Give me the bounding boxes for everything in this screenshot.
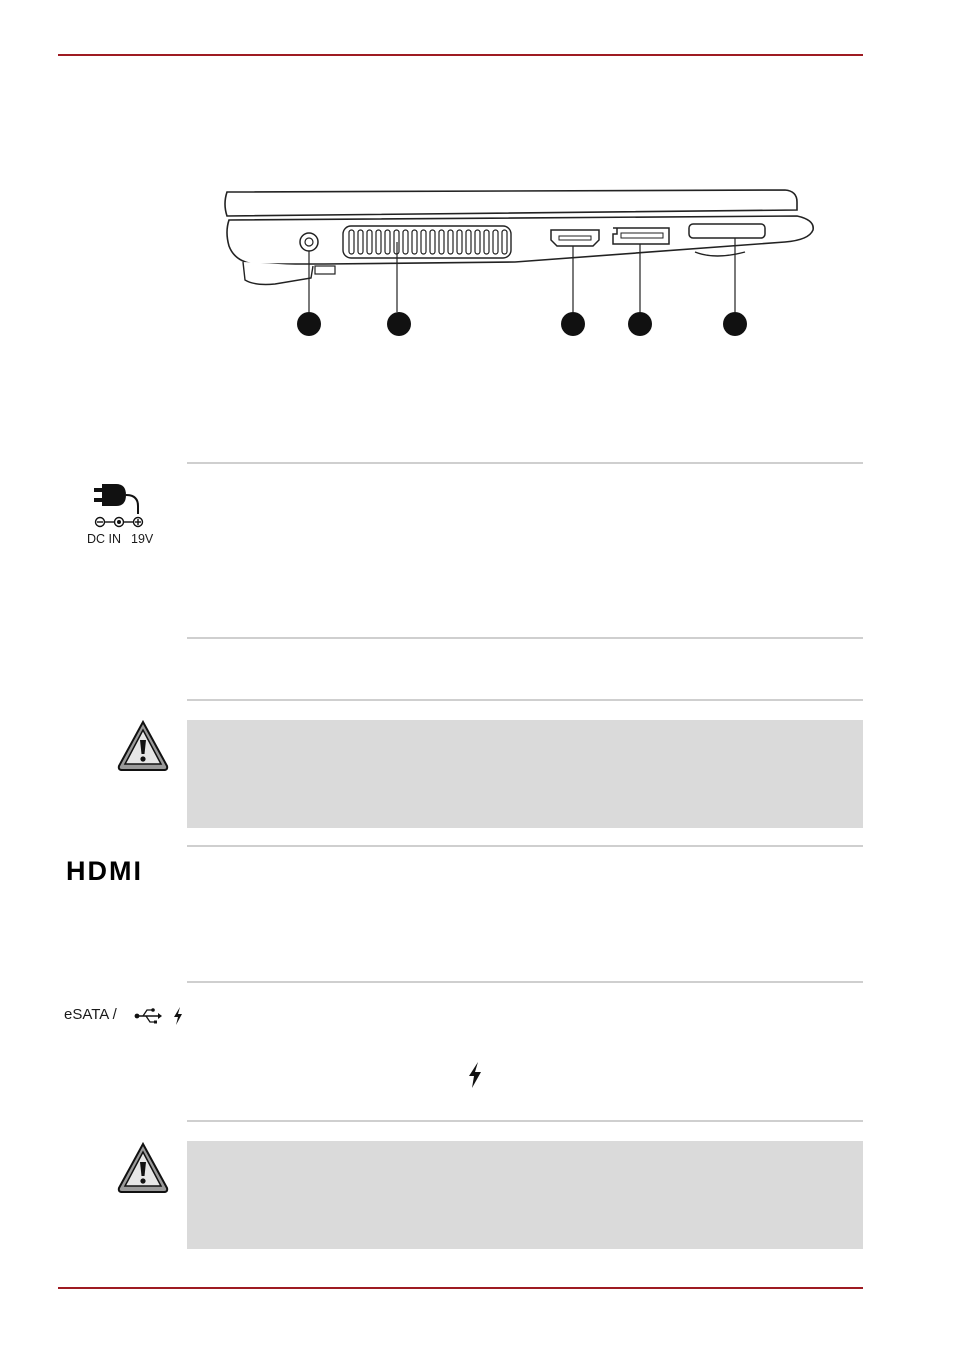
- esata-label: eSATA /: [64, 1006, 117, 1023]
- header-rule: [58, 54, 863, 56]
- hdmi-logo-text: HDMI: [66, 856, 143, 886]
- divider-esata: [187, 981, 863, 983]
- power-plug-icon: [84, 480, 164, 528]
- divider-before-note: [187, 699, 863, 701]
- dc-in-label-block: [76, 480, 166, 550]
- usb-icon: [134, 1006, 162, 1026]
- memory-card-slot: [689, 224, 765, 238]
- laptop-base-curve: [695, 252, 745, 256]
- divider-dc-in: [187, 462, 863, 464]
- lightning-bolt-icon: [172, 1006, 184, 1026]
- lightning-bolt-icon: [467, 1061, 483, 1089]
- callout-dc-in: [297, 312, 321, 336]
- hdmi-logo-icon: [66, 856, 178, 888]
- callout-dots: [297, 312, 747, 336]
- esata-usb-label-block: [64, 1006, 188, 1028]
- divider-hdmi: [187, 845, 863, 847]
- laptop-foot: [243, 262, 313, 285]
- note-box-1: [187, 720, 863, 828]
- laptop-left-side-figure: [215, 180, 825, 340]
- warning-triangle-icon: [116, 718, 170, 774]
- dc-in-label: DC IN: [87, 532, 122, 546]
- laptop-lid: [225, 190, 797, 216]
- callout-hdmi: [561, 312, 585, 336]
- callout-card-slot: [723, 312, 747, 336]
- divider-before-note-2: [187, 1120, 863, 1122]
- callout-esata-usb: [628, 312, 652, 336]
- cooling-vent: [343, 226, 511, 258]
- footer-rule: [58, 1287, 863, 1289]
- warning-triangle-icon: [116, 1140, 170, 1196]
- note-box-2: [187, 1141, 863, 1249]
- laptop-latch: [315, 266, 335, 274]
- dc-in-voltage: 19V: [131, 532, 154, 546]
- divider-vent: [187, 637, 863, 639]
- callout-vent: [387, 312, 411, 336]
